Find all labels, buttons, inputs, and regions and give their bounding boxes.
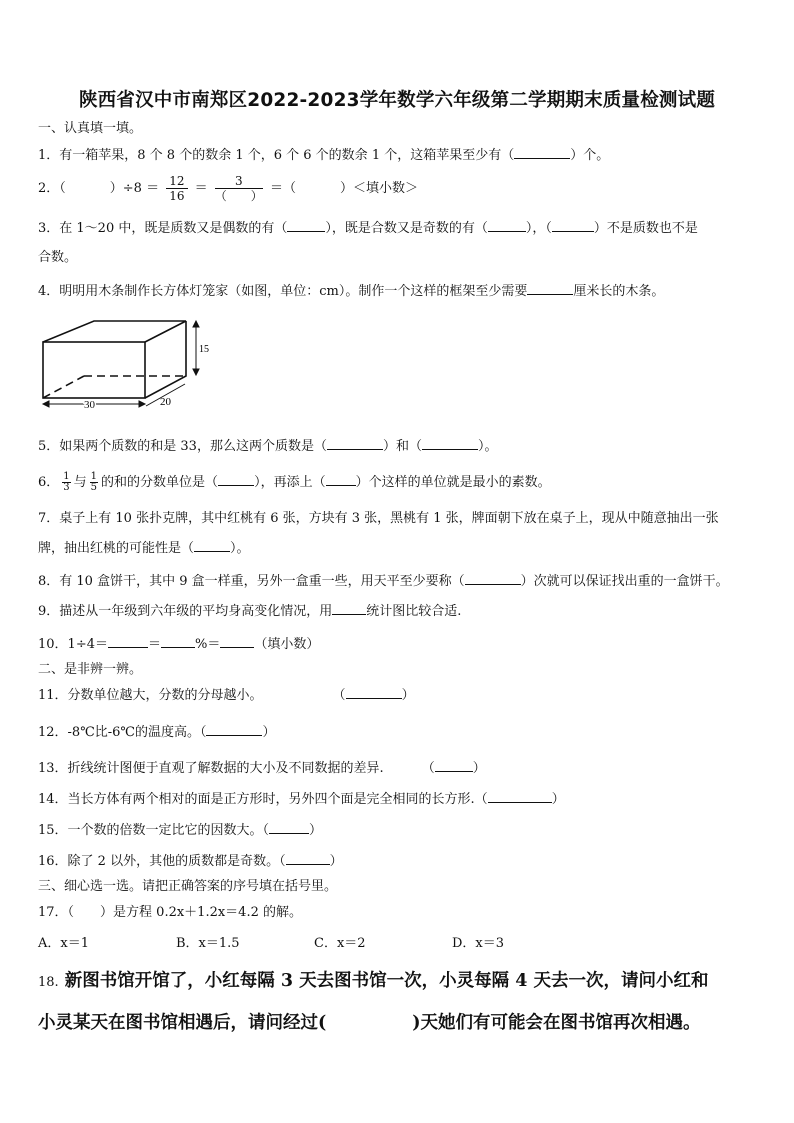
fraction-3-blank[interactable]: $\frac{3}{( )}$ xyxy=(214,174,263,203)
question-2: 2．（ ）÷8 ＝ $\frac{12}{16}$ ＝ $\frac{3}{( )}$ ＝（ ）＜填小数＞ xyxy=(38,174,418,203)
question-1: 1．有一箱苹果，8 个 8 个的数余 1 个，6 个 6 个的数余 1 个，这箱苹果至少有（ ）个。 xyxy=(38,148,610,163)
answer-blank[interactable] xyxy=(326,473,356,486)
answer-blank[interactable] xyxy=(161,635,195,648)
answer-blank[interactable] xyxy=(286,852,330,865)
question-14: 14．当长方体有两个相对的面是正方形时，另外四个面是完全相同的长方形.（ ） xyxy=(38,792,565,807)
answer-blank[interactable] xyxy=(218,473,254,486)
question-7-line-1: 7．桌子上有 10 张扑克牌，其中红桃有 6 张，方块有 3 张，黑桃有 1 张，牌面朝下放在桌子上，现从中随意抽出一张 xyxy=(38,511,719,526)
answer-blank[interactable] xyxy=(327,437,383,450)
question-10: 10．1÷4＝ ＝ %＝ （填小数） xyxy=(38,637,320,652)
question-16: 16．除了 2 以外，其他的质数都是奇数。（ ） xyxy=(38,854,343,869)
question-3-line-1: 3．在 1～20 中，既是质数又是偶数的有（ ），既是合数又是奇数的有（ ），（ ）不是质数也不是 xyxy=(38,221,698,236)
answer-blank[interactable] xyxy=(527,282,573,295)
question-13: 13．折线统计图便于直观了解数据的大小及不同数据的差异. （ ） xyxy=(38,761,486,776)
answer-blank[interactable] xyxy=(346,686,402,699)
answer-blank[interactable] xyxy=(514,146,570,159)
question-18-line-2: 小灵某天在图书馆相遇后，请问经过( )天她们有可能会在图书馆再次相遇。 xyxy=(38,1013,701,1033)
section-heading-2: 二、是非辨一辨。 xyxy=(38,662,143,677)
fraction-12-16: $\frac{12}{16}$ xyxy=(166,174,187,203)
option-c[interactable]: C．x＝2 xyxy=(314,936,366,951)
answer-blank[interactable] xyxy=(287,219,325,232)
question-4: 4．明明用木条制作长方体灯笼家（如图，单位：cm）。制作一个这样的框架至少需要 厘米长的木条。 xyxy=(38,284,665,299)
section-heading-3: 三、细心选一选。请把正确答案的序号填在括号里。 xyxy=(38,879,338,894)
hidden-edge xyxy=(43,376,84,398)
question-7-line-2: 牌，抽出红桃的可能性是（ ）。 xyxy=(38,541,250,556)
answer-blank[interactable] xyxy=(488,790,552,803)
question-17: 17．（ ）是方程 0.2x＋1.2x＝4.2 的解。 xyxy=(38,905,302,920)
page-title: 陕西省汉中市南郑区2022-2023学年数学六年级第二学期期末质量检测试题 xyxy=(78,90,716,111)
fraction-1-3: $\frac{1}{3}$ xyxy=(63,471,70,493)
answer-blank[interactable] xyxy=(220,635,254,648)
answer-blank[interactable] xyxy=(269,821,309,834)
question-15: 15．一个数的倍数一定比它的因数大。（ ） xyxy=(38,823,323,838)
length-label: 30 xyxy=(84,399,95,411)
fraction-1-5: $\frac{1}{5}$ xyxy=(90,471,98,493)
answer-blank[interactable] xyxy=(108,635,148,648)
question-3-line-2: 合数。 xyxy=(38,250,78,265)
option-a[interactable]: A．x＝1 xyxy=(38,936,89,951)
section-heading-1: 一、认真填一填。 xyxy=(38,121,143,136)
answer-blank[interactable] xyxy=(332,602,366,615)
question-12: 12．-8℃比-6℃的温度高。（ ） xyxy=(38,725,276,740)
height-label: 15 xyxy=(199,344,209,355)
answer-blank[interactable] xyxy=(465,572,521,585)
option-d[interactable]: D．x＝3 xyxy=(452,936,505,951)
answer-blank[interactable] xyxy=(194,539,230,552)
question-9: 9．描述从一年级到六年级的平均身高变化情况，用 统计图比较合适. xyxy=(38,604,462,619)
answer-blank[interactable] xyxy=(206,723,262,736)
question-5: 5．如果两个质数的和是 33，那么这两个质数是（ ）和（ ）。 xyxy=(38,439,498,454)
question-18-line-1: 18. 新图书馆开馆了，小红每隔 3 天去图书馆一次，小灵每隔 4 天去一次，请问小红和 xyxy=(38,971,709,991)
answer-blank[interactable] xyxy=(488,219,526,232)
answer-blank[interactable] xyxy=(435,759,473,772)
cuboid-figure xyxy=(36,318,216,412)
question-11: 11．分数单位越大，分数的分母越小。 （ ） xyxy=(38,688,415,703)
cuboid-top-face xyxy=(43,321,186,342)
width-label: 20 xyxy=(160,396,171,408)
question-6: 6． $\frac{1}{3}$ 与 $\frac{1}{5}$ 的和的分数单位是（ ），再添上（ ）个这样的单位就是最小的素数。 xyxy=(38,471,551,493)
question-8: 8．有 10 盒饼干，其中 9 盒一样重，另外一盒重一些，用天平至少要称（ ）次就可以保证找出重的一盒饼干。 xyxy=(38,574,729,589)
answer-blank[interactable] xyxy=(422,437,478,450)
answer-blank[interactable] xyxy=(552,219,594,232)
option-b[interactable]: B．x＝1.5 xyxy=(176,936,240,951)
question-17-options xyxy=(38,935,590,953)
